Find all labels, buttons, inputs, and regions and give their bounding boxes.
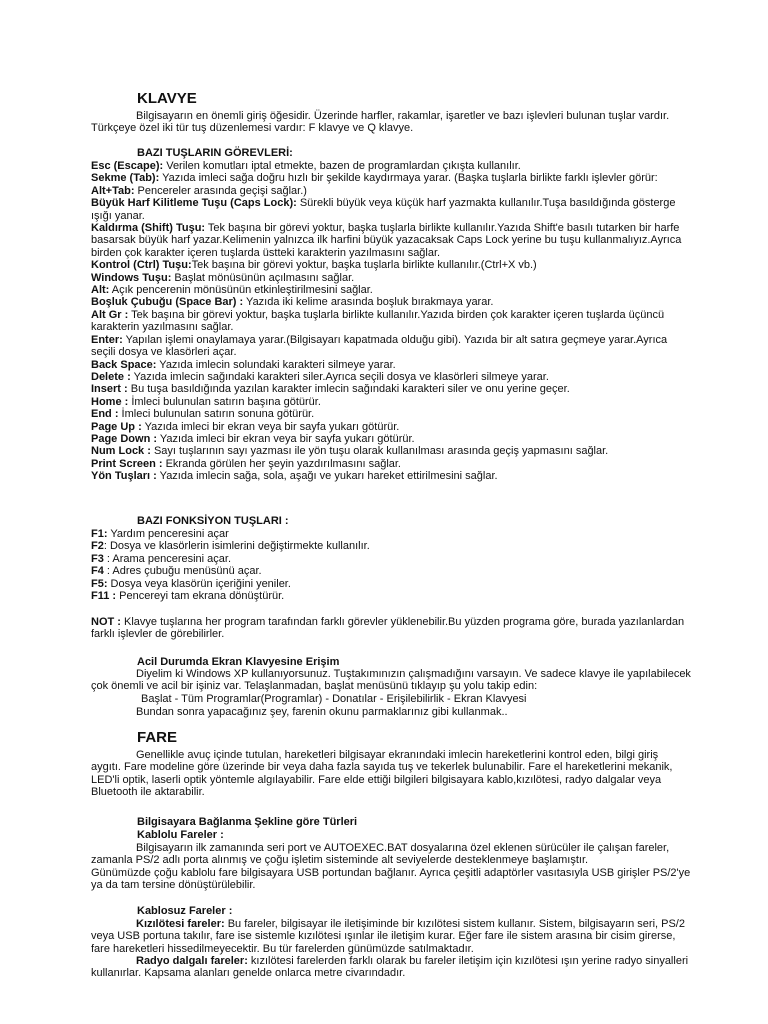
key-entry xyxy=(91,284,691,296)
key-name: Back Space: xyxy=(91,358,157,371)
key-entry xyxy=(91,445,691,457)
key-description: Sayı tuşlarının sayı yazması ile yön tuşu olarak kullanılması arasında geçiş yapmasını sağlar. xyxy=(150,445,609,458)
key-entry xyxy=(91,396,691,408)
key-name: Home : xyxy=(91,395,129,408)
fkey-entry xyxy=(91,528,691,540)
key-description: Yazıda imlecin sağa, sola, aşağı ve yukarı hareket ettirilmesini sağlar. xyxy=(156,470,498,483)
klavye-title: KLAVYE xyxy=(137,90,197,107)
key-description: Tek başına bir görevi yoktur, başka tuşlarla birlikte kullanılır.Yazıda Shift'e basılı tutarken bir harfe basarsak büyük harf yazar.Kelimenin yalnızca ilk harfini büyük yazacaksak Caps Lock yerine bu tuşu kullanmalıyız.Ayrıca birden çok karakter içeren tuşlarda üstteki karakterin yazılmasını sağlar. xyxy=(91,222,682,259)
note-label: NOT : xyxy=(91,616,121,628)
key-description: Tek başına bir görevi yoktur, başka tuşlarla birlikte kullanılır.Yazıda birden çok karakter içeren tuşlarda üçüncü karakterin yazılmasını sağlar. xyxy=(91,308,665,334)
key-description: Verilen komutları iptal etmekte, bazen de programlardan çıkışta kullanılır. xyxy=(163,160,521,172)
key-name: Num Lock : xyxy=(91,445,151,458)
radio-label: Radyo dalgalı fareler: xyxy=(136,955,248,967)
fkey-name: F4 xyxy=(91,565,104,578)
key-description: Başlat mönüsünün açılmasını sağlar. xyxy=(171,271,355,284)
key-description: İmleci bulunulan satırın sonuna götürür. xyxy=(118,408,315,421)
key-name: Boşluk Çubuğu (Space Bar) : xyxy=(91,296,244,309)
fkey-name: F2 xyxy=(91,540,104,553)
key-name: Büyük Harf Kilitleme Tuşu (Caps Lock): xyxy=(91,197,297,210)
wired-paragraph-1-text: Bilgisayarın ilk zamanında seri port ve AUTOEXEC.BAT dosyalarına özel eklenen sürücüler ile çalışan fareler, zamanla PS/2 adlı porta alınmış ve çoğu işletim sisteminde alt seviyelerde desteklenmeye başlamıştır. xyxy=(91,842,670,867)
key-name: Yön Tuşları : xyxy=(91,470,157,483)
key-entry xyxy=(91,309,691,334)
key-name: Page Up : xyxy=(91,420,142,433)
fare-intro-text: Genellikle avuç içinde tutulan, hareketleri bilgisayar ekranındaki imlecin hareketlerini kontrol eden, bilgi giriş aygıtı. Fare modeline göre üzerinde bir veya daha fazla sayıda tuş ve tekerlek bulunabilir. Fare el hareketlerini mekanik, LED'li optik, laserli optik yöntemle algılayabilir. Fare elde ettiği bilgileri bilgisayara kablo,kızılötesi, radyo dalgalar veya Bluetooth ile aktarabilir. xyxy=(91,749,673,799)
key-description: Yapılan işlemi onaylamaya yarar.(Bilgisayarı kapatmada olduğu gibi). Yazıda bir alt satıra geçmeye yarar.Ayrıca seçili dosya ve klasörleri açar. xyxy=(91,333,668,359)
emergency-text: Diyelim ki Windows XP kullanıyorsunuz. Tuştakımınızın çalışmadığını varsayın. Ve sadece klavye ile yapılabilecek çok önemli ve acil bir işiniz var. Telaşlanmadan, başlat menüsünü tıklayıp şu yolu takip edin: xyxy=(91,668,691,693)
fkey-entry xyxy=(91,578,691,590)
fkey-description: : Dosya ve klasörlerin isimlerini değiştirmekte kullanılır. xyxy=(103,540,370,553)
key-name: Insert : xyxy=(91,383,128,396)
key-description: Pencereler arasında geçişi sağlar.) xyxy=(134,184,307,197)
infrared-text: Bu fareler, bilgisayar ile iletişiminde bir kızılötesi sistem kullanır. Sistem, bilgisayarın seri, PS/2 veya USB portuna takılır, fare ise sistemle kızılötesi ışınlar ile iletişim kurar. Eğer fare ile sistem arasına bir cisim girerse, fare hareketleri hissedilmeyecektir. Bu tür farelerden günümüzde satılmaktadır. xyxy=(91,918,685,955)
key-description: Yazıda imleci bir ekran veya bir sayfa yukarı götürür. xyxy=(141,420,400,433)
key-entry xyxy=(91,359,691,371)
fkey-name: F1: xyxy=(91,528,108,540)
key-entry xyxy=(91,160,691,172)
key-name: Alt Gr : xyxy=(91,308,129,321)
key-description: Yazıda imleci bir ekran veya bir sayfa yukarı götürür. xyxy=(157,432,415,445)
key-name: Page Down : xyxy=(91,432,158,445)
emergency-paragraph xyxy=(91,668,691,693)
key-description: Tek başına bir görevi yoktur, başka tuşlarla birlikte kullanılır.(Ctrl+X vb.) xyxy=(191,259,537,272)
klavye-intro-text: Bilgisayarın en önemli giriş öğesidir. Üzerinde harfler, rakamlar, işaretler ve bazı işlevleri bulunan tuşlar vardır. Türkçeye özel iki tür tuş düzenlemesi vardır: F klavye ve Q klavye. xyxy=(91,110,670,135)
fkey-name: F3 xyxy=(91,552,104,565)
emergency-tip xyxy=(91,706,691,718)
fare-title: FARE xyxy=(137,729,178,746)
key-description: Yazıda imlecin sağındaki karakteri siler.Ayrıca seçili dosya ve klasörleri silmeye yarar. xyxy=(130,370,549,383)
key-name: Sekme (Tab): xyxy=(91,172,160,185)
key-entry xyxy=(91,272,691,284)
wired-paragraph-2: Günümüzde çoğu kablolu fare bilgisayara USB portundan bağlanır. Ayrıca çeşitli adaptörler vasıtasıyla USB girişler PS/2'ye ya da tam tersine dönüştürülebilir. xyxy=(91,867,691,892)
connection-heading: Bilgisayara Bağlanma Şekline göre Türleri xyxy=(137,816,358,828)
fkeys-heading: BAZI FONKSİYON TUŞLARI : xyxy=(137,515,289,527)
key-name: Enter: xyxy=(91,333,123,346)
fkey-description: : Adres çubuğu menüsünü açar. xyxy=(103,565,262,578)
key-description: Açık pencerenin mönüsünün etkinleştirilmesini sağlar. xyxy=(109,284,373,297)
key-name: Kontrol (Ctrl) Tuşu: xyxy=(91,259,192,272)
key-entry xyxy=(91,383,691,395)
key-entry xyxy=(91,421,691,433)
key-name: Windows Tuşu: xyxy=(91,271,172,284)
key-entry xyxy=(91,197,691,222)
emergency-tip-text: Bundan sonra yapacağınız şey, farenin okunu parmaklarınız gibi kullanmak.. xyxy=(136,706,508,718)
wired-heading: Kablolu Fareler : xyxy=(137,829,224,841)
key-entry xyxy=(91,371,691,383)
infrared-paragraph xyxy=(91,918,691,955)
key-entry xyxy=(91,470,691,482)
fkey-description: : Arama penceresini açar. xyxy=(103,552,232,565)
fare-intro xyxy=(91,749,691,799)
key-entry xyxy=(91,433,691,445)
wired-paragraph-1 xyxy=(91,842,691,867)
key-entry xyxy=(91,185,691,197)
emergency-path-text: Başlat - Tüm Programlar(Programlar) - Donatılar - Erişilebilirlik - Ekran Klavyesi xyxy=(141,693,527,705)
key-description: Yazıda imlecin solundaki karakteri silmeye yarar. xyxy=(156,358,396,371)
emergency-heading: Acil Durumda Ekran Klavyesine Erişim xyxy=(137,656,340,668)
key-entry xyxy=(91,222,691,259)
klavye-intro xyxy=(91,110,691,135)
key-entry xyxy=(91,259,691,271)
key-description: Sürekli büyük veya küçük harf yazmakta kullanılır.Tuşa basıldığında gösterge ışığı yanar. xyxy=(91,197,676,222)
key-description: İmleci bulunulan satırın başına götürür. xyxy=(128,395,321,408)
key-name: Alt: xyxy=(91,284,110,297)
note-text: Klavye tuşlarına her program tarafından farklı görevler yüklenebilir.Bu yüzden programa göre, burada yazılanlardan farklı işlevler de görebilirler. xyxy=(91,616,685,641)
fkey-description: Dosya veya klasörün içeriğini yeniler. xyxy=(107,577,291,590)
key-name: End : xyxy=(91,408,119,421)
fkey-entry xyxy=(91,553,691,565)
radio-paragraph xyxy=(91,955,691,980)
fkey-description: Pencereyi tam ekrana dönüştürür. xyxy=(116,590,285,603)
key-name: Esc (Escape): xyxy=(91,160,164,172)
key-entry xyxy=(91,408,691,420)
fkey-entry xyxy=(91,590,691,602)
fkey-list xyxy=(91,528,691,602)
key-name: Print Screen : xyxy=(91,457,163,470)
key-entry xyxy=(91,172,691,184)
key-entry xyxy=(91,334,691,359)
fkey-name: F5: xyxy=(91,577,108,590)
fkey-entry xyxy=(91,565,691,577)
fkey-name: F11 : xyxy=(91,590,117,603)
key-description: Yazıda iki kelime arasında boşluk bırakmaya yarar. xyxy=(243,296,494,309)
key-name: Alt+Tab: xyxy=(91,184,135,197)
radio-text: kızılötesi farelerden farklı olarak bu fareler iletişim için kızılötesi ışın yerine radyo sinyalleri kullanırlar. Kapsama alanları genelde onlarca metre civarındadır. xyxy=(91,955,689,980)
key-entry xyxy=(91,296,691,308)
key-description: Ekranda görülen her şeyin yazdırılmasını sağlar. xyxy=(162,457,401,470)
key-list xyxy=(91,160,691,483)
note-paragraph xyxy=(91,616,691,641)
infrared-label: Kızılötesi fareler: xyxy=(136,918,225,930)
fkey-description: Yardım penceresini açar xyxy=(107,528,229,540)
keys-heading: BAZI TUŞLARIN GÖREVLERİ: xyxy=(137,147,293,159)
wireless-heading: Kablosuz Fareler : xyxy=(137,905,233,917)
emergency-path xyxy=(91,693,691,705)
key-description: Yazıda imleci sağa doğru hızlı bir şekilde kaydırmaya yarar. (Başka tuşlarla birlikte farklı işlevler görür: xyxy=(159,172,658,185)
key-entry xyxy=(91,458,691,470)
key-name: Kaldırma (Shift) Tuşu: xyxy=(91,222,206,235)
key-name: Delete : xyxy=(91,370,131,383)
fkey-entry xyxy=(91,540,691,552)
key-description: Bu tuşa basıldığında yazılan karakter imlecin sağındaki karakteri siler ve onu yerine geçer. xyxy=(127,383,570,396)
